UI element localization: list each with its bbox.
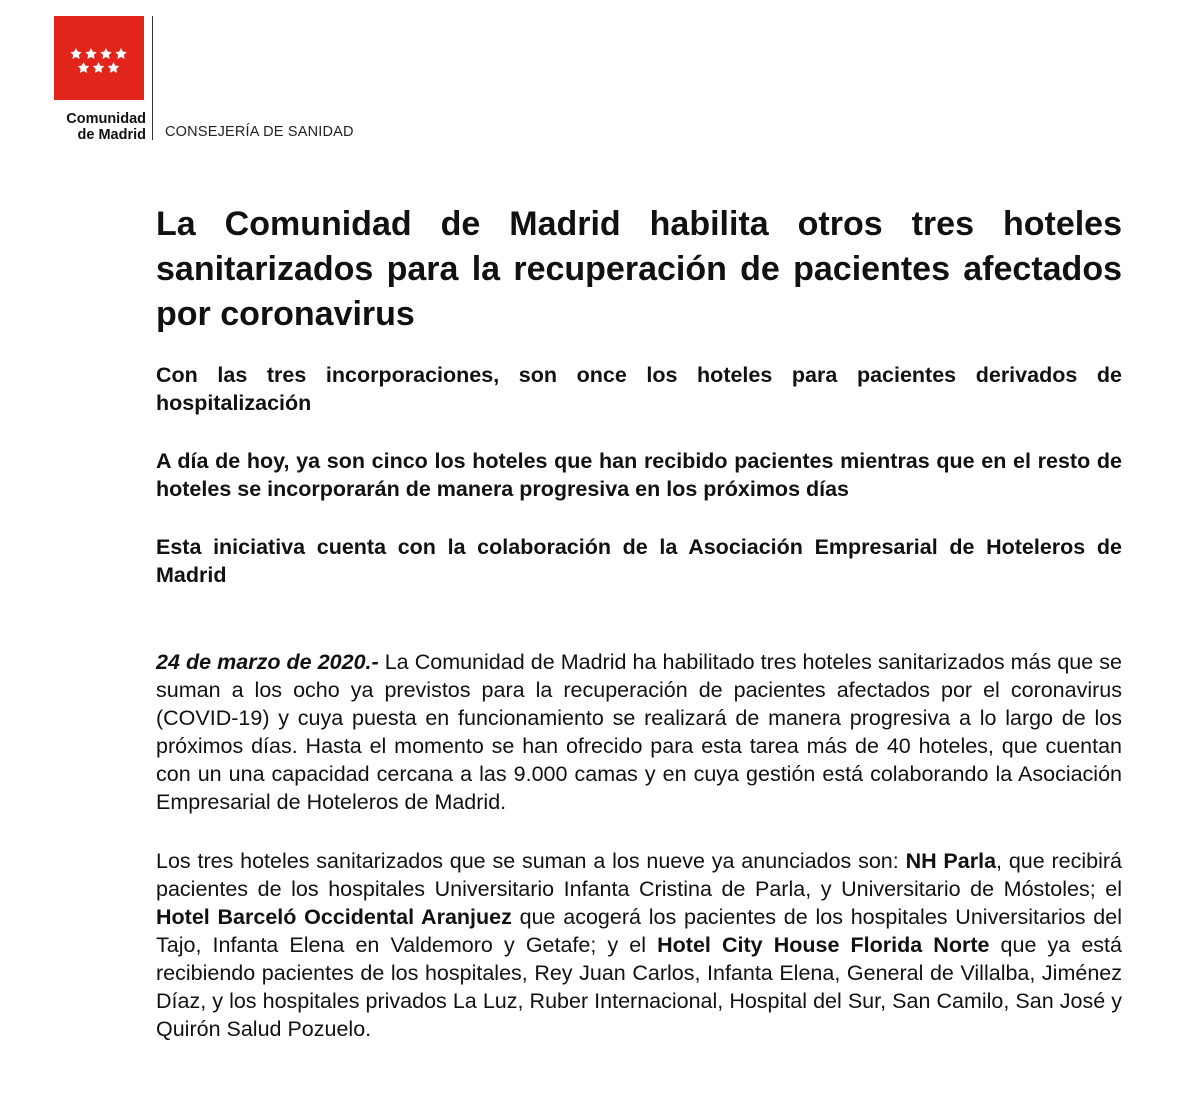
seven-stars-icon [54,16,144,100]
logo-red-block [54,16,144,100]
paragraph-2-text-d: que ya está recibiendo pacientes de los hospitales, Rey Juan Carlos, Infanta Elena, General de Villalba, Jiménez Díaz, y los hospitales privados La Luz, Ruber Internacional, Hospital del Sur, San Camilo, San José y Quirón Salud Pozuelo. [156,933,1122,1041]
body-paragraph-2 [156,847,1122,1043]
department-name: CONSEJERÍA DE SANIDAD [165,124,354,140]
paragraph-2-intro: Los tres hoteles sanitarizados que se suman a los nueve ya anunciados son: [156,849,906,873]
hotel-name-3: Hotel City House Florida Norte [657,933,990,957]
star-icon [78,62,89,73]
hotel-name-1: NH Parla [905,849,997,873]
star-icon [108,62,119,73]
paragraph-2-text-c: que acogerá los pacientes de los hospitales Universitarios del Tajo, Infanta Elena en Valdemoro y Getafe; y el [156,905,1122,957]
logo-line-2: de Madrid [77,127,146,143]
star-icon [70,48,81,59]
paragraph-1-text: La Comunidad de Madrid ha habilitado tres hoteles sanitarizados más que se suman a los ocho ya previstos para la recuperación de pacientes afectados por el coronavirus (COVID-19) y cuya puesta en funcionamiento se realizará de manera progresiva a lo largo de los próximos días. Hasta el momento se han ofrecido para esta tarea más de 40 hoteles, que cuentan con un una capacidad cercana a las 9.000 camas y en cuya gestión está colaborando la Asociación Empresarial de Hoteleros de Madrid. [156,650,1122,814]
body-paragraph-1 [156,648,1122,816]
logo-wordmark [54,111,146,143]
star-icon [115,48,126,59]
subtitle-2: A día de hoy, ya son cinco los hoteles que han recibido pacientes mientras que en el resto de hoteles se incorporarán de manera progresiva en los próximos días [156,449,1122,501]
hotel-name-2: Hotel Barceló Occidental Aranjuez [156,905,512,929]
header-divider [152,16,153,140]
star-icon [85,48,96,59]
paragraph-2-text-b: , que recibirá pacientes de los hospitales Universitario Infanta Cristina de Parla, y Universitario de Móstoles; el [156,849,1122,901]
subtitle-3: Esta iniciativa cuenta con la colaboración de la Asociación Empresarial de Hoteleros de Madrid [156,535,1122,587]
dateline: 24 de marzo de 2020.- [156,650,379,674]
press-release-title: La Comunidad de Madrid habilita otros tres hoteles sanitarizados para la recuperación de pacientes afectados por coronavirus [156,205,1122,333]
logo-line-1: Comunidad [66,111,146,127]
star-icon [100,48,111,59]
subtitle-1: Con las tres incorporaciones, son once los hoteles para pacientes derivados de hospitalización [156,363,1122,415]
star-icon [93,62,104,73]
